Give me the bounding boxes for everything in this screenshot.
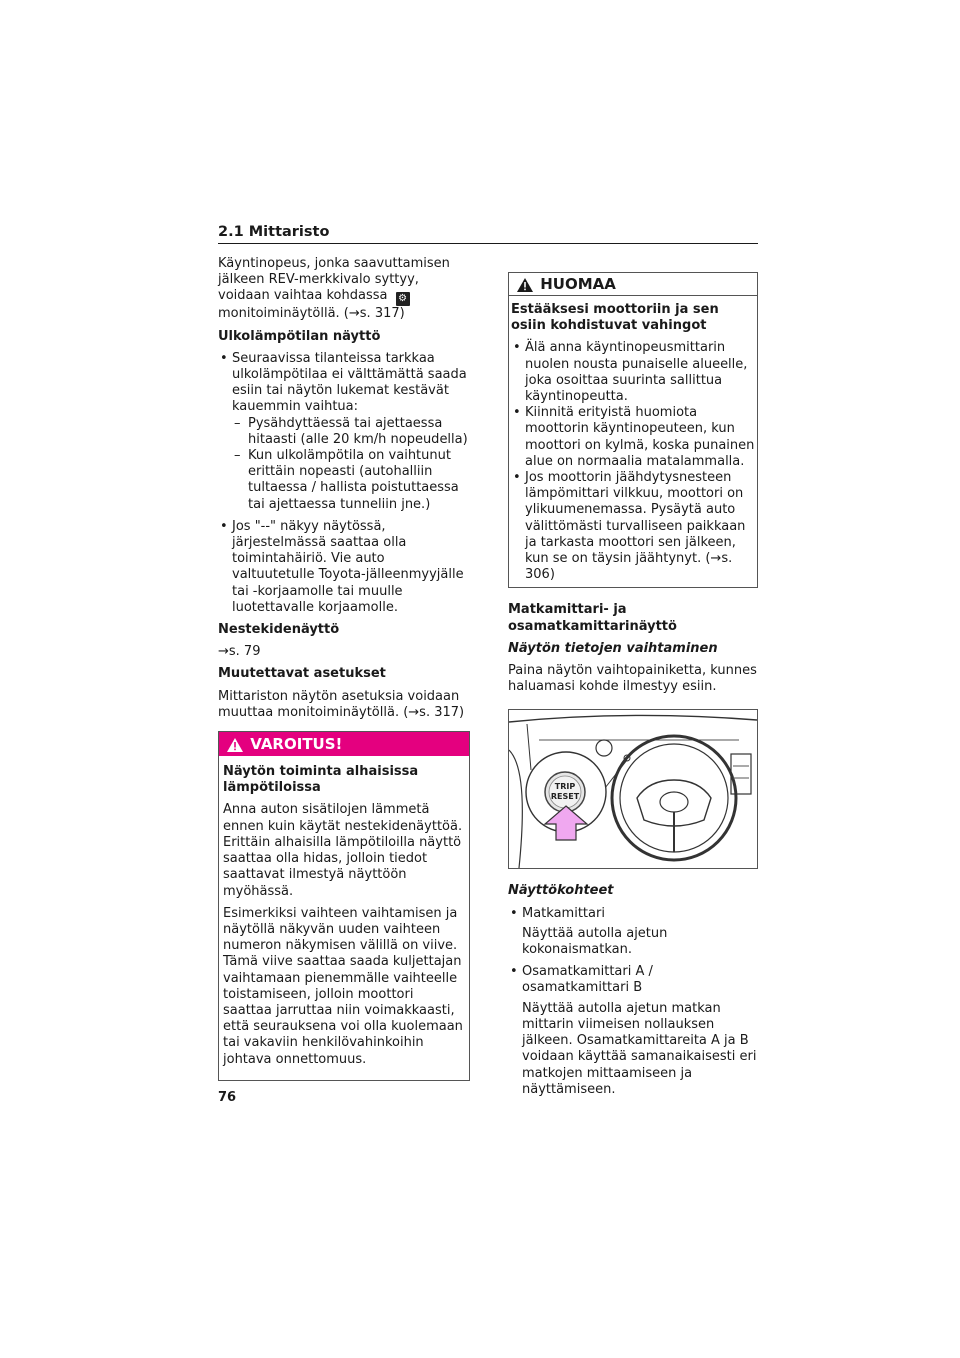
dashboard-illustration (509, 710, 757, 868)
warning-body (219, 756, 469, 1080)
warning-header: VAROITUS! (219, 732, 469, 756)
item-description: Näyttää autolla ajetun matkan mittarin viimeisen nollauksen jälkeen. Osamatkamittareita A ja B voidaan käyttää samanaikaisesti eri matkojen mittaamiseen ja näyttämiseen. (522, 1000, 757, 1097)
settings-text: Mittariston näytön asetuksia voidaan muuttaa monitoiminäytöllä. (→s. 317) (218, 688, 465, 720)
trip-text: Paina näytön vaihtopainiketta, kunnes haluamasi kohde ilmestyy esiin. (508, 663, 757, 695)
list-item: • Kiinnitä erityistä huomiota moottorin käyntinopeuteen, kun moottori on kylmä, koska punainen alue on normaalia matalammalla. (511, 405, 755, 470)
trip-subheading: Näytön tietojen vaihtaminen (508, 640, 718, 656)
warning-text: Anna auton sisätilojen lämmetä ennen kuin käytät nestekidenäyttöä. Erittäin alhaisilla lämpötiloilla näyttö saattaa olla hidas, jolloin tiedot saattavat ilmestyä näyttöön myöhässä. (223, 802, 463, 899)
settings-icon: ⚙ (396, 292, 410, 306)
intro-paragraph: Käyntinopeus, jonka saavuttamisen jälkeen REV-merkkivalo syttyy, voidaan vaihtaa kohdassa ⚙ monitoiminäytöllä. (→s. 317) (218, 256, 450, 322)
page-number: 76 (218, 1090, 237, 1105)
warning-box (218, 731, 470, 1081)
display-items-list (508, 906, 758, 922)
list-item: – Pysähdyttäessä tai ajettaessa hitaasti (alle 20 km/h nopeudella) (232, 416, 470, 448)
note-list (511, 340, 755, 583)
items-heading: Näyttökohteet (508, 883, 614, 899)
list-item: • Osamatkamittari A / osamatkamittari B (508, 964, 758, 996)
section-title: 2.1 Mittaristo (218, 224, 758, 244)
warning-icon (227, 738, 243, 752)
list-item: • Matkamittari (508, 906, 758, 922)
settings-heading: Muutettavat asetukset (218, 666, 386, 682)
note-header: HUOMAA (509, 273, 757, 296)
item-description: Näyttää autolla ajetun kokonaismatkan. (522, 925, 668, 958)
trip-heading: Matkamittari- ja osamatkamittarinäyttö (508, 602, 677, 634)
notice-icon (517, 278, 533, 292)
list-item: • Jos "--" näkyy näytössä, järjestelmässä saattaa olla toimintahäiriö. Vie auto valtuutetulle Toyota-jälleenmyyjälle tai -korjaamolle tai muulle luotettavalle korjaamolle. (218, 519, 470, 616)
right-column (508, 272, 758, 1104)
display-items-list (508, 964, 758, 996)
list-item: • Jos moottorin jäähdytysnesteen lämpömittari vilkkuu, moottori on ylikuumenemassa. Pysäytä auto välittömästi turvalliseen paikkaan ja tarkasta moottori sen jälkeen, kun se on täysin jäähtynyt. (→s. 306) (511, 470, 755, 583)
note-box (508, 272, 758, 588)
liquid-heading: Nestekidenäyttö (218, 622, 340, 638)
list-item: – Kun ulkolämpötila on vaihtunut erittäin nopeasti (autohalliin tultaessa / hallista poistuttaessa tai ajettaessa tunneliin jne.) (232, 448, 470, 513)
list-item: • Seuraavissa tilanteissa tarkkaa ulkolämpötilaa ei välttämättä saada esiin tai näytön lukemat kestävät kauemmin vaihtua: – Pysähdyttäessä tai ajettaessa hitaasti (alle 20 km/h nopeudella) – Kun ulkolämpötila on vaihtunut erittäin nopeasti (autohalliin tultaessa / hallista poistuttaessa tai ajettaessa tunneliin jne.) (218, 351, 470, 513)
outside-temp-heading: Ulkolämpötilan näyttö (218, 328, 381, 344)
warning-text: Esimerkiksi vaihteen vaihtamisen ja näytöllä näkyvän uuden vaihteen numeron näkymisen välillä on viive. Tämä viive saattaa saada kuljettajan vaihtamaan pienemmälle vaihteelle toistamiseen, jolloin moottori saattaa jarruttaa niin voimakkaasti, että seurauksena voi olla kuolemaan tai vakaviin henkilövahinkoihin johtava onnettomuus. (223, 905, 463, 1067)
warning-heading: Näytön toiminta alhaisissa lämpötiloissa (223, 764, 419, 796)
left-column (218, 256, 470, 1081)
trip-reset-figure (508, 709, 758, 869)
note-body (509, 296, 757, 587)
list-item: • Älä anna käyntinopeusmittarin nuolen nousta punaiselle alueelle, joka osoittaa suurinta sallittua käyntinopeutta. (511, 340, 755, 405)
note-heading: Estääksesi moottoriin ja sen osiin kohdistuvat vahingot (511, 302, 719, 334)
outside-temp-list (218, 351, 470, 616)
liquid-ref[interactable]: →s. 79 (218, 644, 261, 660)
reset-label: RESET (550, 792, 580, 802)
trip-label: TRIP (554, 782, 576, 792)
